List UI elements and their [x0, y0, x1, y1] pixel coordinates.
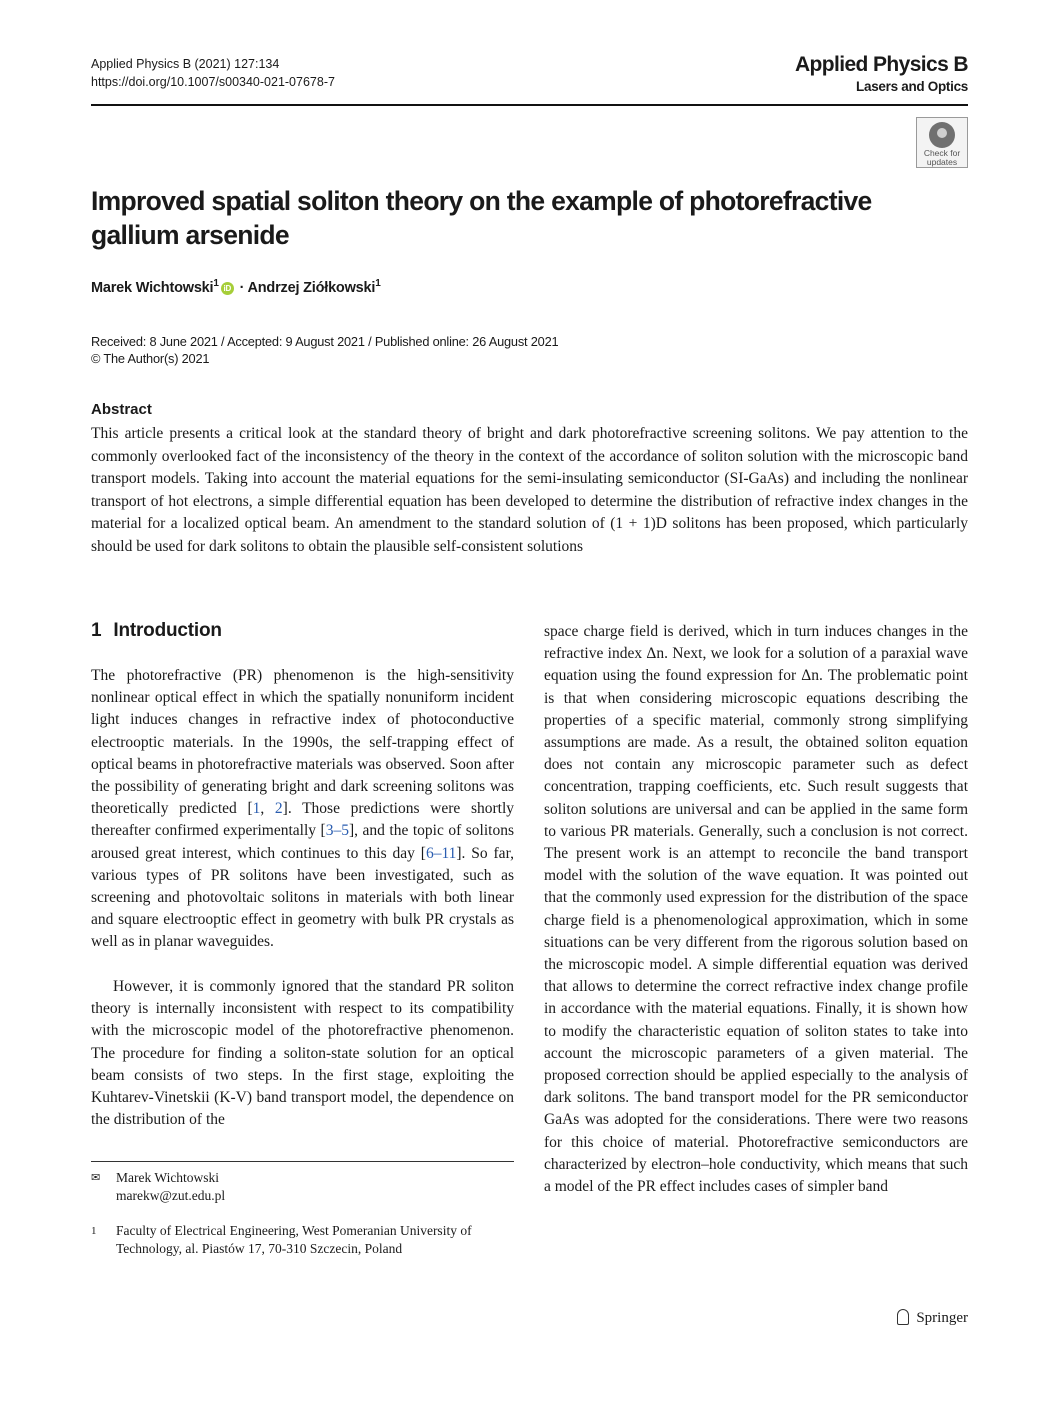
envelope-icon: ✉: [91, 1172, 101, 1184]
publisher-name: Springer: [916, 1310, 968, 1326]
body-text: ], and the topic of solitons aroused great interest, which continues to this day [: [91, 822, 514, 862]
journal-subtitle: Lasers and Optics: [856, 79, 968, 94]
copyright-line: © The Author(s) 2021: [91, 351, 210, 366]
citation-line: Applied Physics B (2021) 127:134: [91, 57, 280, 71]
badge-line-1: Check for: [923, 148, 961, 158]
section-title: Introduction: [113, 620, 222, 641]
intro-paragraph: However, it is commonly ignored that the standard PR soliton theory is internally inconsistent with respect to its compatibility with the microscopic model of the photorefractive phenomenon. The procedure for finding a soliton-state solution for an optical beam consists of two steps. In the first stage, exploiting the Kuhtarev-Vinetskii (K-V) band transport model, the dependence on the distribution of the: [91, 978, 514, 1129]
intro-paragraph: space charge field is derived, which in turn induces changes in the refractive index Δn. Next, we look for a solution of a paraxial wave equation using the found expression for Δn. The problematic point is that when considering microscopic equations describing the properties of a specific material, commonly strong simplifying assumptions are made. As a result, the obtained soliton equation does not contain any microscopic parameter such as defect concentration, trapping coefficients, etc. Such result suggests that soliton solutions are universal and can be applied in the same form to various PR materials. Generally, such a conclusion is not correct. The present work is an attempt to reconcile the band transport model with the solution of the wave equation. It was pointed out that the commonly used expression for the distribution of the space charge field is a phenomenological approximation, which in some situations can be very different from the rigorous solution based on the microscopic model. A simple differential equation was derived that allows to determine the correct refractive index change profile in accordance with the material equations. Finally, it is shown how to modify the characteristic equation of soliton states to take into account the microscopic parameters of a given material. The proposed correction should be applied especially to the analysis of dark solitons. The band transport model for the PR semiconductor GaAs was adopted for the considerations. There were two reasons for this choice of material. Photorefractive semiconductors are characterized by electron–hole conductivity, which means that such a model of the PR effect includes cases of simpler band: [544, 623, 968, 1196]
abstract-text: This article presents a critical look at the standard theory of bright and dark photorefractive screening solitons. We pay attention to the commonly overlooked fact of the inconsistency of the theory in the context of the accordance of soliton solution with the microscopic band transport models. Taking into account the material equations for the semi-insulating semiconductor (SI-GaAs) and including the nonlinear transport of hot electrons, a simple differential equation has been developed to determine the distribution of refractive index changes in the material for a localized optical beam. An amendment to the standard solution of (1 + 1)D solitons has been proposed, which particularly should be used for dark solitons to obtain the plausible self-consistent solutions: [91, 425, 968, 555]
footnote-divider: [91, 1161, 514, 1162]
author-separator: ·: [235, 279, 248, 296]
history-line: Received: 8 June 2021 / Accepted: 9 August 2021 / Published online: 26 August 2021: [91, 334, 559, 349]
email-link[interactable]: marekw@zut.edu.pl: [116, 1188, 226, 1203]
citation-link[interactable]: 3–5: [325, 822, 349, 840]
check-for-updates-badge[interactable]: [916, 117, 968, 168]
doi-link[interactable]: https://doi.org/10.1007/s00340-021-07678-7: [91, 75, 335, 89]
journal-brand: [795, 52, 968, 95]
corresponding-author-name: Marek Wichtowski: [116, 1170, 220, 1185]
article-citation-block: [91, 55, 335, 91]
affiliation-marker: 1: [375, 278, 381, 289]
corresponding-author-note: [91, 1169, 225, 1205]
author-list: [91, 278, 381, 296]
author-name[interactable]: Marek Wichtowski: [91, 279, 214, 296]
update-check-icon: [929, 122, 955, 148]
section-heading: [91, 620, 222, 642]
article-title: Improved spatial soliton theory on the example of photorefractive gallium arsenide: [91, 186, 872, 250]
body-text: ,: [260, 800, 275, 818]
springer-horse-icon: [897, 1309, 909, 1325]
header-divider: [91, 104, 968, 106]
orcid-icon[interactable]: iD: [221, 282, 234, 295]
publication-dates: [91, 333, 558, 367]
body-text: The photorefractive (PR) phenomenon is the high-sensitivity nonlinear optical effect in which the spatially nonuniform incident light induces changes in refractive index of photoconductive electrooptic materials. In the 1990s, the self-trapping effect of optical beams in photorefractive materials was observed. Soon after the possibility of generating bright and dark screening solitons was theoretically predicted [: [91, 667, 514, 818]
badge-line-2: updates: [926, 157, 958, 167]
author-name[interactable]: Andrzej Ziółkowski: [247, 279, 376, 296]
abstract-heading: Abstract: [91, 401, 152, 418]
journal-name: Applied Physics B: [794, 53, 968, 76]
section-number: 1: [91, 620, 102, 641]
body-text: ]. Those predictions were shortly thereafter confirmed experimentally [: [91, 800, 515, 840]
intro-paragraph: [91, 665, 514, 954]
body-text: ]. So far, various types of PR solitons have been investigated, such as screening and photovoltaic solitons in materials with both linear and square electrooptic effect in geometry with bulk PR crystals as well as in planar waveguides.: [91, 844, 514, 951]
publisher-logo: [897, 1309, 968, 1327]
affiliation-number: 1: [91, 1225, 97, 1237]
citation-link[interactable]: 2: [274, 800, 283, 818]
affiliation-note: [91, 1222, 506, 1258]
affiliation-marker: 1: [213, 278, 219, 289]
citation-link[interactable]: 1: [252, 800, 261, 818]
affiliation-text: Faculty of Electrical Engineering, West Pomeranian University of Technology, al. Piastów 17, 70-310 Szczecin, Poland: [116, 1223, 472, 1256]
citation-link[interactable]: 6–11: [425, 844, 457, 862]
